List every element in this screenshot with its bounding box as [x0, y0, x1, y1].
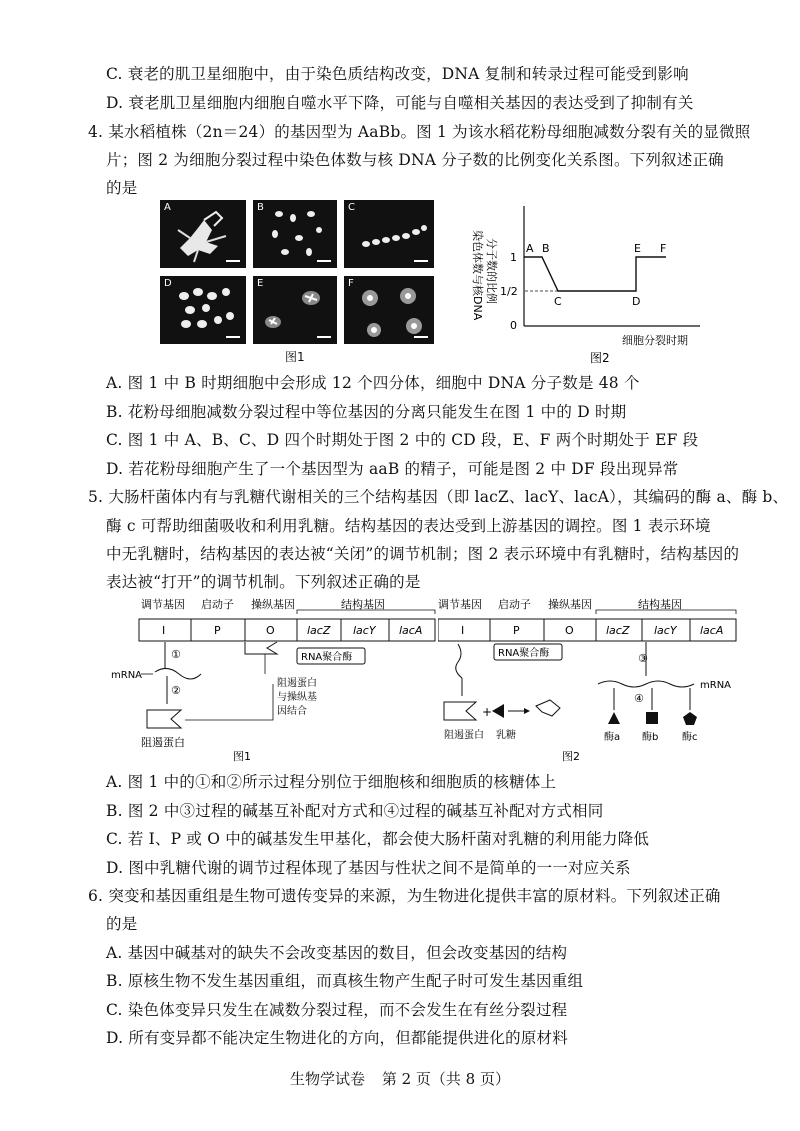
q4-stem-line3: 的是: [106, 179, 138, 197]
micrograph-e: [253, 276, 337, 344]
micrograph-cells: [160, 200, 246, 268]
scale-bar: [226, 260, 240, 262]
repressor-shape: [147, 710, 181, 728]
q4-option-d: D. 若花粉母细胞产生了一个基因型为 aaB 的精子，可能是图 2 中 DF 段出现异常: [106, 460, 679, 478]
enzyme-a-label: 酶a: [604, 732, 621, 743]
rna-polymerase-label: RNA聚合酶: [498, 648, 550, 659]
q4-option-b: B. 花粉母细胞减数分裂过程中等位基因的分离只能发生在图 1 中的 D 时期: [106, 403, 627, 421]
header-structural-genes: 结构基因: [341, 598, 385, 611]
micrograph-cells: [344, 200, 434, 268]
header-regulator-gene: 调节基因: [438, 598, 482, 611]
q5-option-c: C. 若 I、P 或 O 中的碱基发生甲基化，都会使大肠杆菌对乳糖的利用能力降低: [106, 830, 650, 848]
step-4-marker: ④: [634, 692, 644, 705]
header-promoter: 启动子: [498, 598, 531, 611]
q6-option-c: C. 染色体变异只发生在减数分裂过程，而不会发生在有丝分裂过程: [106, 1001, 568, 1019]
graph-xlabel: 细胞分裂时期: [622, 334, 688, 347]
scale-bar: [414, 260, 428, 262]
q6-option-b: B. 原核生物不发生基因重组，而真核生物产生配子时可发生基因重组: [106, 972, 584, 990]
bind-label-2: 与操纵基: [277, 692, 317, 703]
dna-strip: [438, 619, 736, 641]
graph-point-a: A: [526, 242, 534, 255]
gene-i: I: [162, 624, 166, 637]
mrna-label: mRNA: [111, 670, 143, 681]
rna-polymerase-label: RNA聚合酶: [301, 652, 353, 663]
graph-ytick-1: 1: [510, 251, 517, 264]
micrograph-cells: [344, 276, 434, 344]
mrna-strand: [598, 681, 694, 687]
step-3-marker: ③: [638, 652, 648, 665]
q5-figure2-diagram: [438, 592, 758, 767]
mrna-strand-regulator: [456, 644, 462, 678]
plus-sign: +: [482, 705, 493, 719]
micrograph-label: A: [164, 202, 171, 213]
enzyme-b-label: 酶b: [642, 732, 659, 743]
graph-ytick-0: 0: [510, 319, 517, 332]
scale-bar: [317, 260, 331, 262]
repressor-arrow: [185, 684, 273, 720]
micrograph-f: [344, 276, 434, 344]
gene-laca: lacA: [700, 624, 724, 637]
q3-option-c: C. 衰老的肌卫星细胞中，由于染色质结构改变，DNA 复制和转录过程可能受到影响: [106, 65, 689, 83]
repressor-label: 阻遏蛋白: [141, 736, 185, 749]
enzyme-a-shape: [608, 712, 620, 724]
micrograph-c: [344, 200, 434, 268]
micrograph-b: [253, 200, 337, 268]
step-2-marker: ②: [171, 684, 181, 697]
graph-ratio-line: [524, 257, 666, 291]
page-footer: [0, 1068, 800, 1089]
footer-page-number: 第 2 页（共 8 页）: [381, 1070, 510, 1088]
graph-ylabel-2: 分子数的比例: [485, 238, 498, 304]
figure2-caption: 图2: [590, 351, 610, 365]
bind-label-1: 阻遏蛋白: [277, 678, 317, 689]
gene-i: I: [461, 624, 465, 637]
header-operator: 操纵基因: [548, 598, 592, 611]
graph-point-e: E: [634, 242, 641, 255]
gene-o: O: [565, 624, 574, 637]
bound-repressor-shape: [245, 642, 277, 654]
q5-stem-line3: 中无乳糖时，结构基因的表达被“关闭”的调节机制；图 2 表示环境中有乳糖时，结构基因的: [106, 545, 740, 563]
gene-laca: lacA: [399, 624, 423, 637]
enzyme-b-shape: [646, 712, 658, 724]
q6-stem-line2: 的是: [106, 915, 138, 933]
header-regulator-gene: 调节基因: [141, 598, 185, 611]
bind-label-3: 因结合: [277, 706, 307, 717]
graph-point-f: F: [660, 242, 667, 255]
q5-stem-line1: 5. 大肠杆菌体内有与乳糖代谢相关的三个结构基因（即 lacZ、lacY、lacA），其编码的酶 a、酶 b、: [88, 488, 789, 506]
q3-option-d: D. 衰老肌卫星细胞内细胞自噬水平下降，可能与自噬相关基因的表达受到了抑制有关: [106, 94, 694, 112]
q4-option-c: C. 图 1 中 A、B、C、D 四个时期处于图 2 中的 CD 段，E、F 两个时期处于 EF 段: [106, 431, 699, 449]
gene-lacz: lacZ: [606, 624, 630, 637]
mrna-strand: [155, 668, 201, 679]
figure1-caption: 图1: [285, 350, 305, 364]
footer-subject: 生物学试卷: [290, 1070, 366, 1088]
q5-stem-line2: 酶 c 可帮助细菌吸收和利用乳糖。结构基因的表达受到上游基因的调控。图 1 表示环境: [106, 517, 711, 535]
enzyme-c-label: 酶c: [682, 732, 698, 743]
micrograph-label: F: [348, 278, 354, 289]
micrograph-label: C: [348, 202, 355, 213]
micrograph-d: [160, 276, 246, 344]
q4-stem-line1: 4. 某水稻植株（2n＝24）的基因型为 AaBb。图 1 为该水稻花粉母细胞减数分裂有关的显微照: [88, 123, 751, 141]
micrograph-label: E: [257, 278, 264, 289]
lactose-label: 乳糖: [496, 730, 516, 741]
header-structural-genes: 结构基因: [638, 598, 682, 611]
micrograph-cells: [160, 276, 246, 344]
q4-option-a: A. 图 1 中 B 时期细胞中会形成 12 个四分体，细胞中 DNA 分子数是 48 个: [106, 374, 640, 392]
gene-lacy: lacY: [353, 624, 376, 637]
header-operator: 操纵基因: [251, 598, 295, 611]
micrograph-cells: [253, 200, 337, 268]
graph-point-c: C: [554, 295, 562, 308]
q6-stem-line1: 6. 突变和基因重组是生物可遗传变异的来源，为生物进化提供丰富的原材料。下列叙述正确: [88, 887, 721, 905]
gene-p: P: [513, 624, 520, 637]
figure1-caption-q5: 图1: [233, 750, 251, 763]
q5-stem-line4: 表达被“打开”的调节机制。下列叙述正确的是: [106, 573, 421, 591]
mrna-label: mRNA: [700, 680, 732, 691]
q4-figure2-graph: [460, 198, 720, 368]
graph-point-d: D: [632, 295, 641, 308]
gene-p: P: [214, 624, 221, 637]
gene-lacy: lacY: [654, 624, 677, 637]
repressor-label: 阻遏蛋白: [444, 730, 484, 741]
q6-option-d: D. 所有变异都不能决定生物进化的方向，但都能提供进化的原材料: [106, 1029, 568, 1047]
graph-ylabel-1: 染色体数与核DNA: [471, 230, 484, 321]
scale-bar: [414, 336, 428, 338]
micrograph-label: D: [164, 278, 172, 289]
repressor-shape: [444, 702, 476, 720]
gene-o: O: [266, 624, 275, 637]
dna-strip: [139, 619, 435, 641]
q5-figure1-diagram: [105, 592, 437, 767]
micrograph-a: [160, 200, 246, 268]
gene-lacz: lacZ: [307, 624, 331, 637]
scale-bar: [226, 336, 240, 338]
enzyme-c-shape: [683, 712, 697, 725]
header-promoter: 启动子: [201, 598, 234, 611]
inactive-repressor-shape: [536, 700, 560, 716]
scale-bar: [317, 336, 331, 338]
q4-stem-line2: 片；图 2 为细胞分裂过程中染色体数与核 DNA 分子数的比例变化关系图。下列叙述正确: [106, 151, 724, 169]
q5-option-d: D. 图中乳糖代谢的调节过程体现了基因与性状之间不是简单的一一对应关系: [106, 859, 631, 877]
q5-option-b: B. 图 2 中③过程的碱基互补配对方式和④过程的碱基互补配对方式相同: [106, 802, 604, 820]
figure2-caption-q5: 图2: [562, 750, 580, 763]
micrograph-label: B: [257, 202, 264, 213]
q6-option-a: A. 基因中碱基对的缺失不会改变基因的数目，但会改变基因的结构: [106, 944, 568, 962]
graph-ytick-half: 1/2: [500, 285, 518, 298]
lactose-shape: [492, 704, 504, 718]
micrograph-cells: [253, 276, 337, 344]
q5-option-a: A. 图 1 中的①和②所示过程分别位于细胞核和细胞质的核糖体上: [106, 773, 557, 791]
graph-point-b: B: [542, 242, 550, 255]
step-1-marker: ①: [171, 648, 181, 661]
